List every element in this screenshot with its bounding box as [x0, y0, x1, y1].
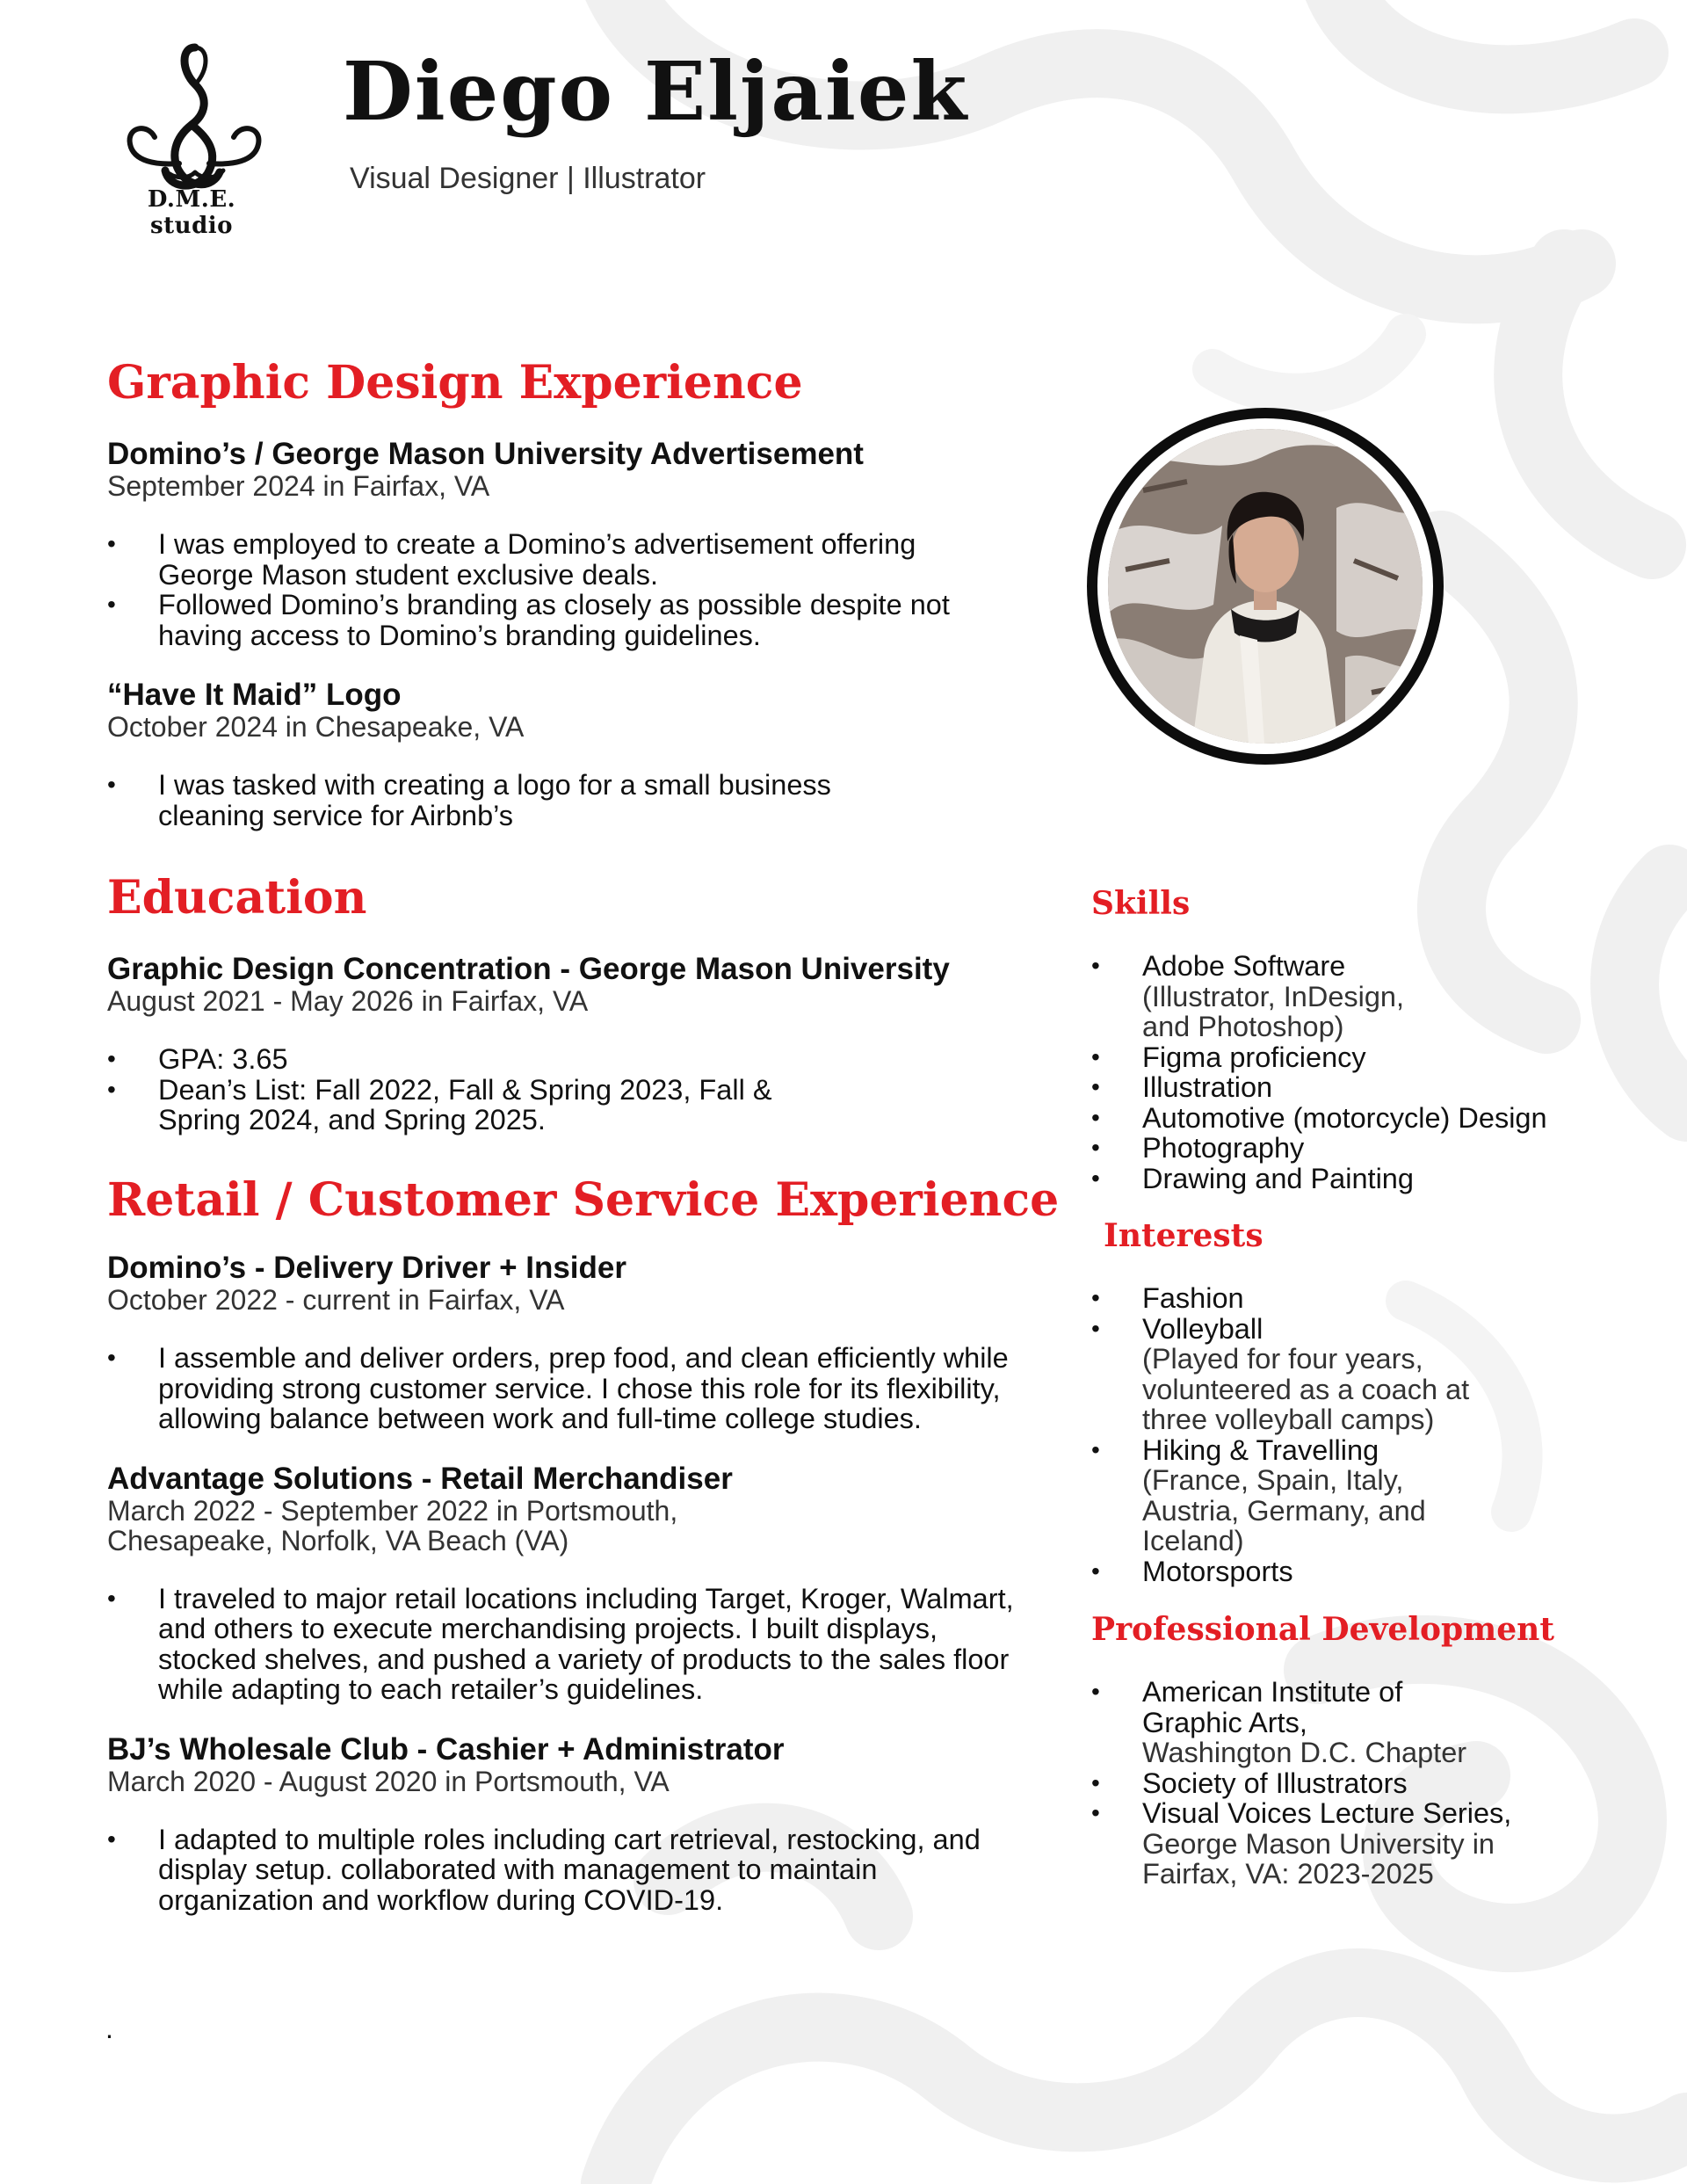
membership-label: • American Institute of Graphic Arts,	[1142, 1676, 1403, 1738]
footer-dot: .	[105, 2013, 113, 2044]
skill-item	[1091, 1103, 1618, 1134]
professional-development-list	[1091, 1677, 1636, 1890]
skill-label: Photography	[1142, 1132, 1305, 1164]
membership-item	[1091, 1768, 1636, 1799]
skill-label: Adobe Software	[1142, 950, 1346, 982]
job-bullets	[107, 1825, 1021, 1916]
skill-item	[1091, 951, 1618, 1042]
skill-item	[1091, 1072, 1618, 1103]
interest-item	[1091, 1556, 1618, 1587]
job-title: BJ’s Wholesale Club - Cashier + Administrator	[107, 1731, 785, 1767]
membership-detail: George Mason University in Fairfax, VA: 2023-2025	[1142, 1827, 1495, 1890]
skills-heading: Skills	[1091, 885, 1191, 922]
interest-item	[1091, 1435, 1618, 1556]
applicant-name: Diego Eljaiek	[343, 44, 969, 139]
interests-section	[1091, 1217, 1618, 1587]
skill-label: Illustration	[1142, 1071, 1273, 1103]
job-bullets	[107, 1343, 1021, 1434]
interest-detail: (Played for four years, volunteered as a coach at three volleyball camps)	[1142, 1343, 1470, 1435]
interest-item	[1091, 1283, 1618, 1314]
professional-development-heading: Professional Development	[1091, 1611, 1554, 1648]
skill-item	[1091, 1133, 1618, 1164]
job-entry	[107, 678, 1074, 831]
skill-label: Automotive (motorcycle) Design	[1142, 1101, 1547, 1134]
degree-title: Graphic Design Concentration - George Mason University	[107, 952, 950, 986]
job-title: Domino’s / George Mason University Advertisement	[107, 437, 864, 471]
job-title: Advantage Solutions - Retail Merchandiser	[107, 1461, 733, 1496]
interest-label: Motorsports	[1142, 1555, 1293, 1587]
education-bullets	[107, 1044, 775, 1136]
job-title: Domino’s - Delivery Driver + Insider	[107, 1251, 627, 1285]
skill-label: Drawing and Painting	[1142, 1162, 1414, 1194]
job-entry	[107, 1462, 1074, 1705]
interest-label: Volleyball	[1142, 1312, 1263, 1345]
bullet-item: • I adapted to multiple roles including cart retrieval, restocking, and display setup. collaborated with management to maintain organization and workflow during COVID-19.	[107, 1825, 1021, 1916]
professional-development-section	[1091, 1611, 1636, 1890]
job-entry	[107, 438, 1074, 650]
bullet-item: • Followed Domino’s branding as closely as possible despite not having access to Domino’s branding guidelines.	[107, 590, 986, 650]
applicant-tagline: Visual Designer | Illustrator	[350, 162, 706, 195]
job-meta: September 2024 in Fairfax, VA	[107, 470, 490, 502]
graphic-design-section	[107, 356, 1074, 831]
membership-label: Visual Voices Lecture Series,	[1142, 1797, 1512, 1829]
graphic-design-heading: Graphic Design Experience	[107, 356, 803, 410]
job-meta: October 2022 - current in Fairfax, VA	[107, 1284, 565, 1316]
job-bullets	[107, 529, 986, 650]
skill-label: Figma proficiency	[1142, 1041, 1366, 1073]
job-entry	[107, 1252, 1074, 1434]
retail-section	[107, 1173, 1074, 1916]
skills-section	[1091, 885, 1618, 1194]
profile-photo	[1108, 429, 1423, 744]
interest-detail: (France, Spain, Italy, Austria, Germany, and Iceland)	[1142, 1464, 1426, 1556]
bullet-item: • I assemble and deliver orders, prep food, and clean efficiently while providing strong customer service. I chose this role for its flexibility, allowing balance between work and full-time college studies.	[107, 1343, 1021, 1434]
interest-label: Hiking & Travelling	[1142, 1433, 1379, 1466]
membership-detail: Washington D.C. Chapter	[1142, 1737, 1467, 1768]
profile-photo-frame	[1087, 408, 1444, 765]
bullet-item: • GPA: 3.65	[107, 1044, 775, 1075]
interests-list	[1091, 1283, 1618, 1586]
skills-list	[1091, 951, 1618, 1194]
bullet-item: • I was employed to create a Domino’s advertisement offering George Mason student exclusive deals.	[107, 529, 986, 590]
degree-meta: August 2021 - May 2026 in Fairfax, VA	[107, 985, 589, 1017]
bullet-item: • Dean’s List: Fall 2022, Fall & Spring 2023, Fall & Spring 2024, and Spring 2025.	[107, 1075, 775, 1136]
membership-item	[1091, 1798, 1636, 1890]
skill-item	[1091, 1042, 1618, 1073]
job-title: “Have It Maid” Logo	[107, 678, 402, 712]
skill-item	[1091, 1164, 1618, 1194]
interests-heading: Interests	[1104, 1217, 1263, 1254]
job-bullets	[107, 770, 898, 831]
job-meta: October 2024 in Chesapeake, VA	[107, 711, 525, 743]
education-entry	[107, 953, 1074, 1136]
membership-label: Society of Illustrators	[1142, 1767, 1408, 1799]
skill-detail: (Illustrator, InDesign, and Photoshop)	[1142, 980, 1405, 1042]
interest-item	[1091, 1314, 1618, 1435]
logo-caption: D.M.E. studio	[147, 186, 236, 239]
bullet-item: • I traveled to major retail locations including Target, Kroger, Walmart, and others to execute merchandising projects. I built displays, stocked shelves, and pushed a variety of products to the sales floor while adapting to each retailer’s guidelines.	[107, 1584, 1021, 1705]
education-section	[107, 871, 1074, 1136]
education-heading: Education	[107, 871, 367, 925]
membership-item	[1091, 1677, 1636, 1768]
retail-heading: Retail / Customer Service Experience	[107, 1173, 1060, 1227]
bullet-item: • I was tasked with creating a logo for a small business cleaning service for Airbnb’s	[107, 770, 898, 831]
job-meta: March 2022 - September 2022 in Portsmouth, Chesapeake, Norfolk, VA Beach (VA)	[107, 1494, 678, 1556]
job-meta: March 2020 - August 2020 in Portsmouth, VA	[107, 1765, 670, 1797]
job-bullets	[107, 1584, 1021, 1705]
interest-label: Fashion	[1142, 1282, 1244, 1314]
job-entry	[107, 1733, 1074, 1916]
